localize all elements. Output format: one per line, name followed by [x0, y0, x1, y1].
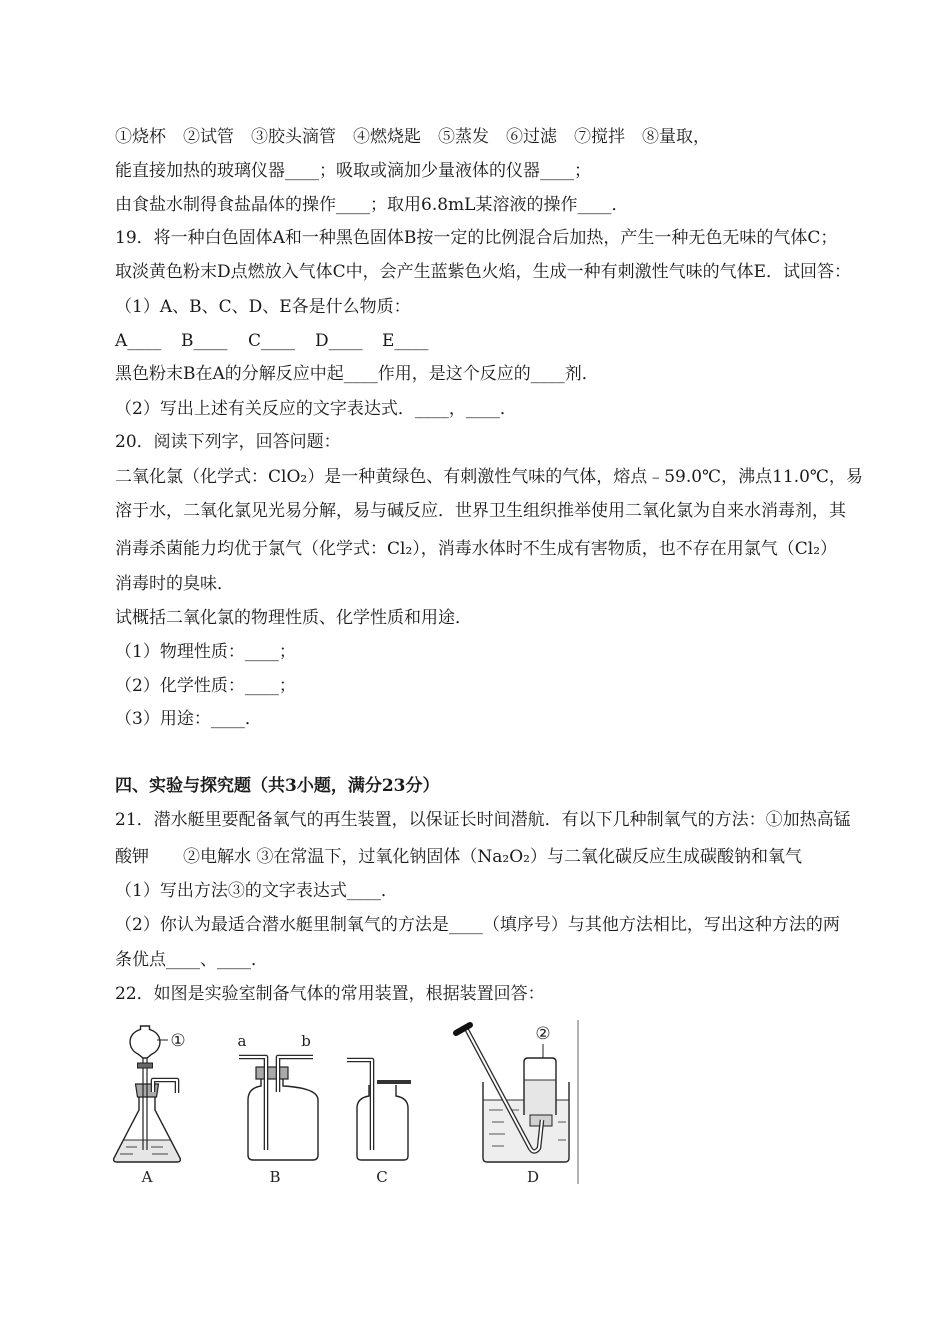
q20-passage-line-1: 二氧化氯（化学式：ClO₂）是一种黄绿色、有刺激性气味的气体，熔点﹣59.0℃，沸点11.0℃，易	[115, 467, 863, 487]
q19-blank-e: E____	[382, 331, 429, 351]
collection-tube-bore	[347, 1060, 372, 1150]
apparatus-a	[114, 1026, 186, 1186]
apparatus-c	[347, 1060, 411, 1186]
apparatus-d-label: D	[526, 1168, 540, 1186]
q19-blank-c: C____	[248, 331, 296, 351]
funnel-stem	[143, 1058, 147, 1150]
collection-tube	[347, 1060, 372, 1150]
q20-passage-line-4: 消毒时的臭味．	[115, 574, 234, 594]
q21-part2-line-2: 条优点____、____．	[115, 950, 268, 970]
q20-part3-line: （3）用途：____．	[115, 709, 262, 729]
funnel-bulb	[130, 1026, 160, 1058]
collecting-bottle	[357, 1085, 408, 1160]
q18-blank-line-2: 由食盐水制得食盐晶体的操作____；取用6.8mL某溶液的操作____．	[115, 195, 629, 215]
q21-stem-line-2: 酸钾 ②电解水 ③在常温下，过氧化钠固体（Na₂O₂）与二氧化碳反应生成碳酸钠和氧气	[115, 847, 802, 867]
q22-stem: 22．如图是实验室制备气体的常用装置，根据装置回答：	[115, 984, 545, 1004]
q20-passage-line-3: 消毒杀菌能力均优于氯气（化学式：Cl₂），消毒水体时不生成有害物质，也不存在用氯气（Cl₂）	[115, 539, 838, 559]
q21-part2-line-1: （2）你认为最适合潜水艇里制氧气的方法是____（填序号）与其他方法相比，写出这种方法的两	[115, 915, 840, 935]
apparatus-a-label: A	[141, 1168, 153, 1186]
q19-stem-line-2: 取淡黄色粉末D点燃放入气体C中，会产生蓝紫色火焰，生成一种有刺激性气味的气体E．试回答：	[115, 262, 852, 282]
apparatus-d	[456, 1024, 569, 1186]
funnel-stopcock	[138, 1063, 153, 1068]
apparatus-b	[238, 1032, 318, 1186]
q20-instruction: 试概括二氧化氯的物理性质、化学性质和用途．	[115, 608, 472, 628]
bottle-water	[524, 1080, 556, 1115]
q19-part1-prompt: （1）A、B、C、D、E各是什么物质：	[115, 297, 411, 317]
marker-2-label: ②	[535, 1024, 551, 1044]
apparatus-figure	[105, 1012, 585, 1188]
section-heading: 四、实验与探究题（共3小题，满分23分）	[115, 776, 440, 796]
q21-stem-line-1: 21．潜水艇里要配备氧气的再生装置，以保证长时间潜航．有以下几种制氧气的方法：①加热高锰	[115, 810, 851, 830]
q20-passage-line-2: 溶于水，二氧化氯见光易分解，易与碱反应．世界卫生组织推举使用二氧化氯为自来水消毒剂，其	[115, 501, 846, 521]
q18-options-line: ①烧杯 ②试管 ③胶头滴管 ④燃烧匙 ⑤蒸发 ⑥过滤 ⑦搅拌 ⑧量取，	[115, 127, 710, 147]
wash-bottle-stopper	[256, 1067, 288, 1079]
port-a-label: a	[237, 1032, 247, 1050]
marker-1-label: ①	[170, 1031, 186, 1051]
q19-blank-d: D____	[315, 331, 363, 351]
bottle-gas-space	[524, 1058, 556, 1080]
q21-part1-line: （1）写出方法③的文字表达式____．	[115, 881, 398, 901]
port-b-label: b	[301, 1032, 311, 1050]
glass-plate	[377, 1080, 411, 1084]
q19-stem-line-1: 19．将一种白色固体A和一种黑色固体B按一定的比例混合后加热，产生一种无色无味的气体C；	[115, 228, 838, 248]
apparatus-c-label: C	[376, 1168, 388, 1186]
wash-bottle	[248, 1078, 318, 1160]
q18-blank-line-1: 能直接加热的玻璃仪器____；吸取或滴加少量液体的仪器____；	[115, 161, 591, 181]
q20-part2-line: （2）化学性质：____；	[115, 676, 296, 696]
q19-catalyst-line: 黑色粉末B在A的分解反应中起____作用，是这个反应的____剂．	[115, 364, 599, 384]
q20-stem: 20．阅读下列字，回答问题：	[115, 432, 341, 452]
q20-part1-line: （1）物理性质：____；	[115, 642, 296, 662]
q19-part2-line: （2）写出上述有关反应的文字表达式．____，____．	[115, 399, 517, 419]
q19-blank-a: A____	[115, 331, 162, 351]
q19-blank-b: B____	[181, 331, 228, 351]
apparatus-b-label: B	[269, 1168, 281, 1186]
